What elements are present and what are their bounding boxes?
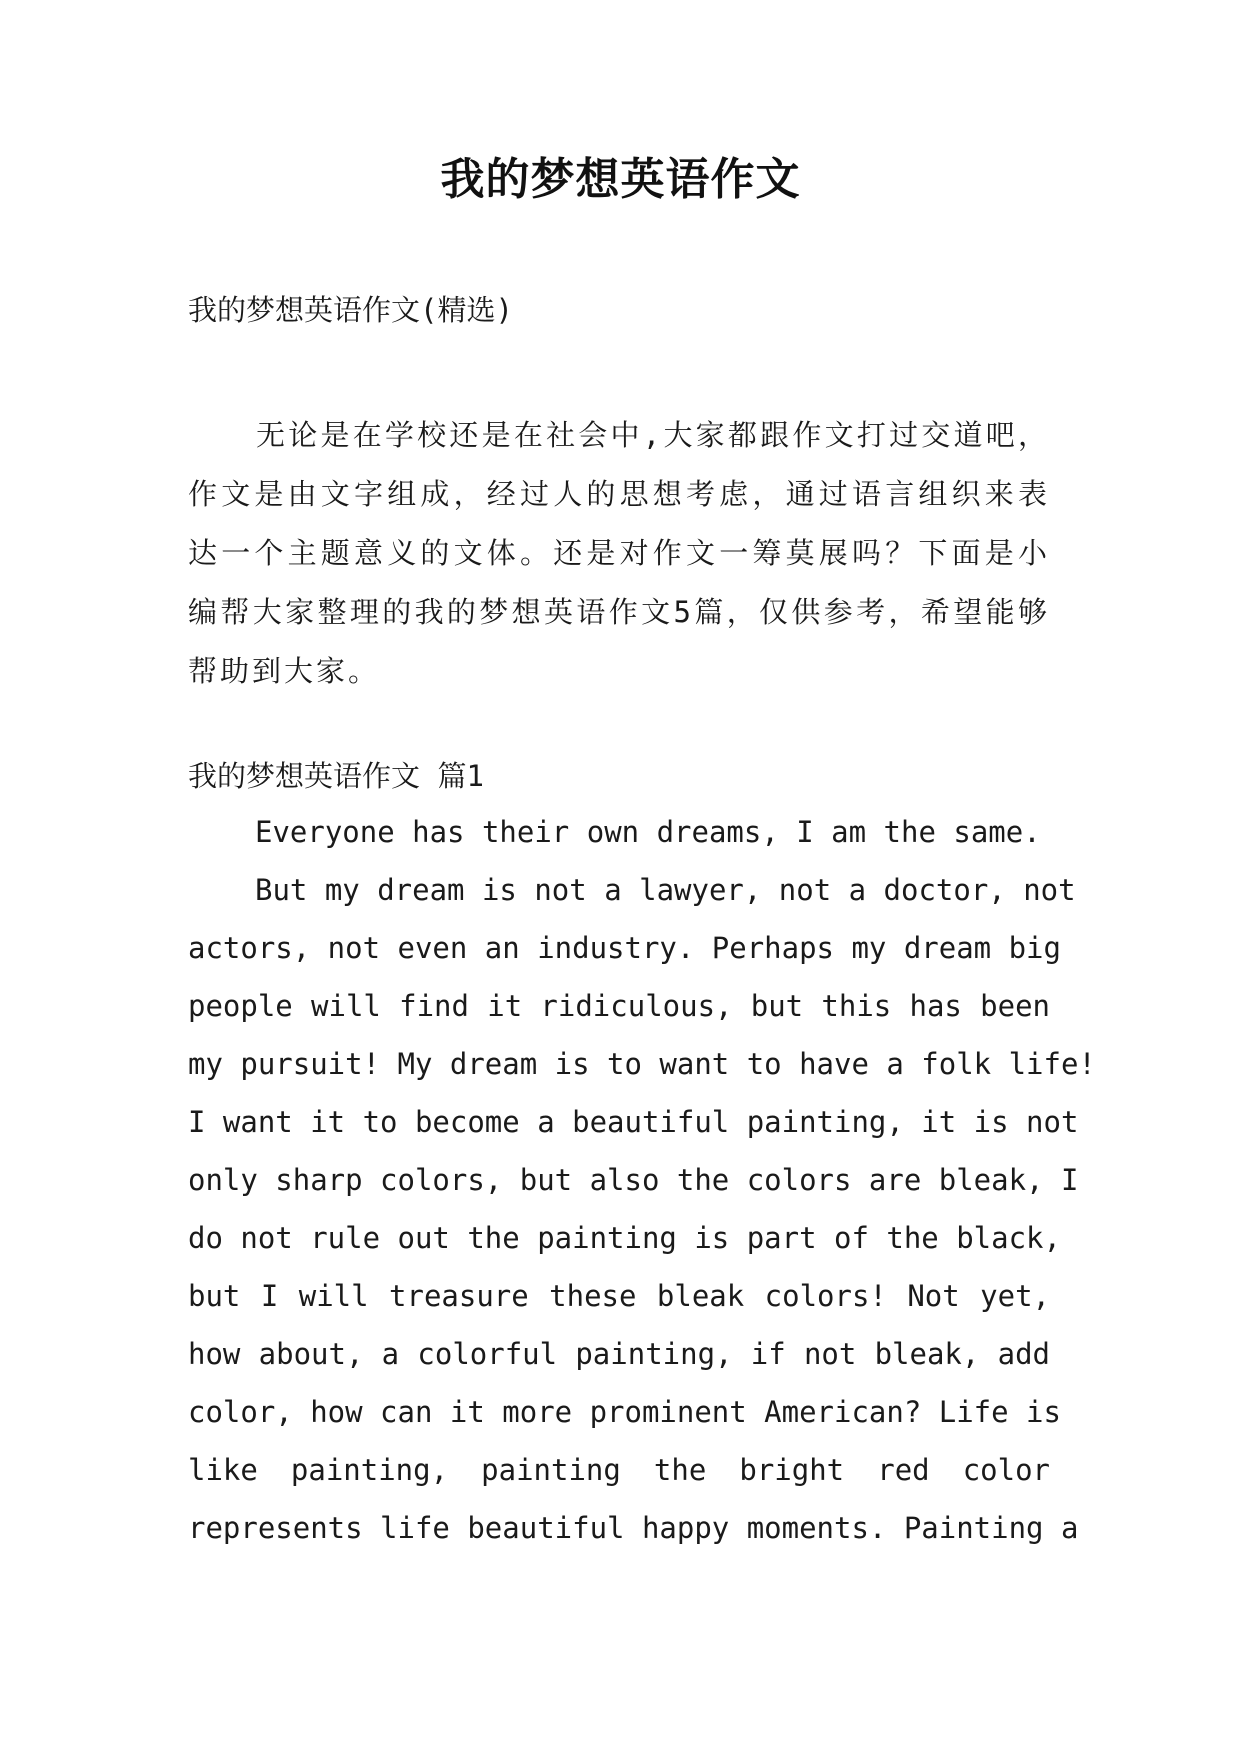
essay-line: like painting, painting the bright red color [188, 1453, 1050, 1487]
essay-line: how about, a colorful painting, if not bleak, add [188, 1337, 1050, 1371]
document-title: 我的梦想英语作文 [440, 154, 801, 205]
section-heading: 我的梦想英语作文 篇1 [188, 759, 484, 793]
essay-line: do not rule out the painting is part of the black, [188, 1221, 1061, 1255]
essay-line: only sharp colors, but also the colors are bleak, I [188, 1163, 1079, 1197]
document-subtitle: 我的梦想英语作文(精选) [188, 293, 513, 327]
essay-line: color, how can it more prominent American? Life is [188, 1395, 1061, 1429]
essay-line: But my dream is not a lawyer, not a doctor, not [255, 873, 1076, 907]
essay-line: but I will treasure these bleak colors! Not yet, [188, 1279, 1050, 1313]
intro-paragraph: 无论是在学校还是在社会中,大家都跟作文打过交道吧，作文是由文字组成，经过人的思想考虑，通过语言组织来表达一个主题意义的文体。还是对作文一筹莫展吗？下面是小编帮大家整理的我的梦想英语作文5篇，仅供参考，希望能够帮助到大家。 [188, 418, 1050, 688]
essay-line: actors, not even an industry. Perhaps my dream big [188, 931, 1061, 965]
essay-line: represents life beautiful happy moments. Painting a [188, 1511, 1079, 1545]
essay-line: people will find it ridiculous, but this has been [188, 989, 1050, 1023]
essay-line: my pursuit! My dream is to want to have a folk life! [188, 1047, 1096, 1081]
essay-line: I want it to become a beautiful painting, it is not [188, 1105, 1079, 1139]
essay-line: Everyone has their own dreams, I am the same. [255, 815, 1041, 849]
